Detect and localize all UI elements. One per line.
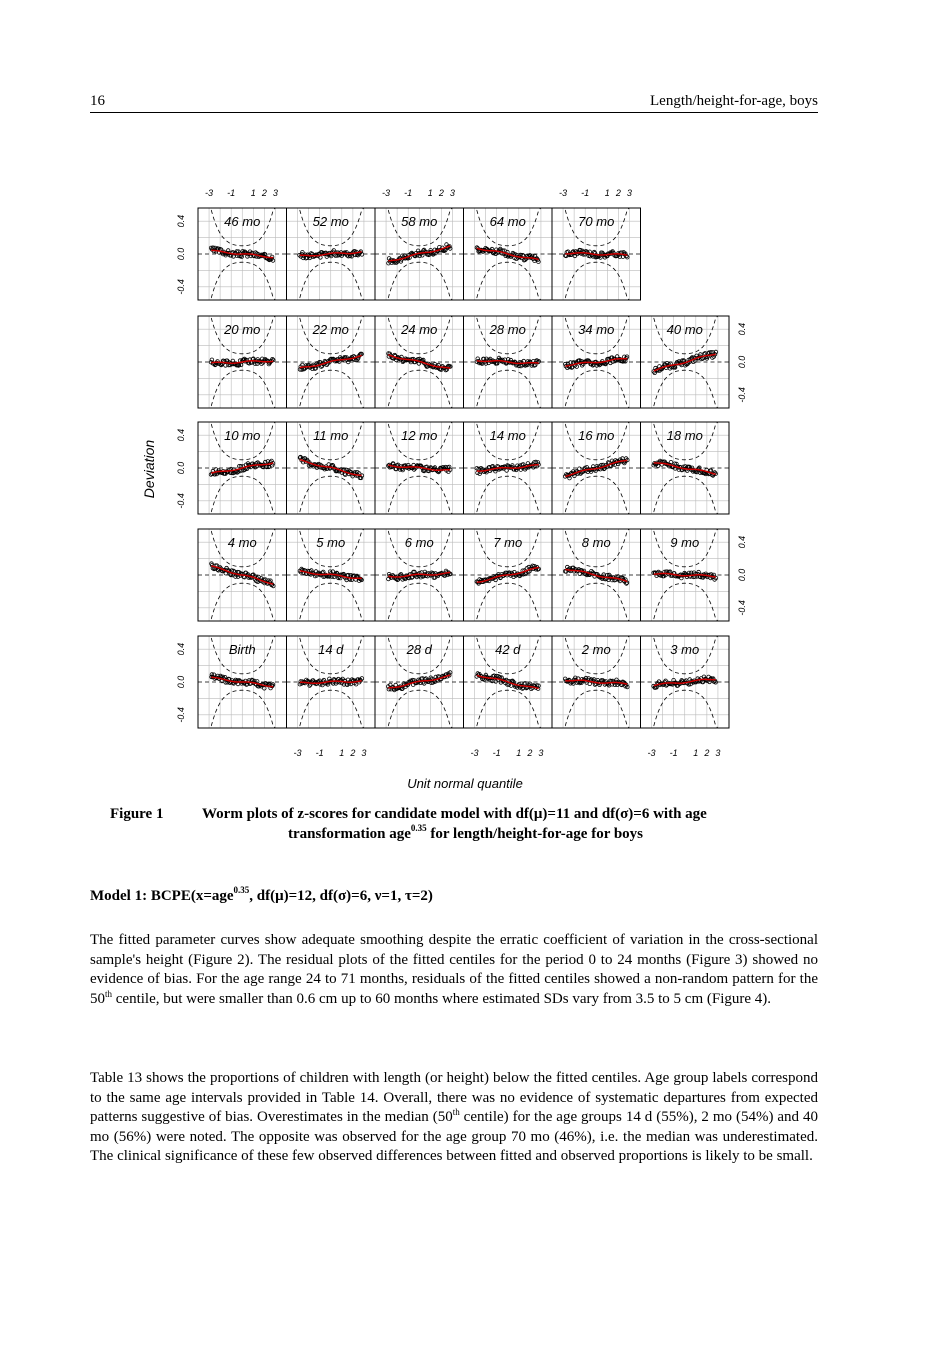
- y-tick-label-left: -0.4: [176, 493, 186, 509]
- panel-label: 4 mo: [227, 535, 257, 550]
- x-tick-label-top: -3: [205, 188, 214, 198]
- panel-46-mo-point: [240, 255, 244, 259]
- x-tick-label-bottom: -1: [669, 748, 678, 758]
- x-tick-label-bottom: 3: [715, 748, 721, 758]
- x-tick-label-top: 1: [427, 188, 433, 198]
- x-tick-label-top: 1: [250, 188, 256, 198]
- y-tick-label-left: -0.4: [176, 279, 186, 295]
- x-tick-label-bottom: 1: [693, 748, 699, 758]
- x-tick-label-bottom: 1: [339, 748, 345, 758]
- panel-label: 9 mo: [670, 535, 700, 550]
- panel-label: 24 mo: [401, 322, 438, 337]
- panel-label: Birth: [228, 642, 256, 657]
- model-heading: Model 1: BCPE(x=age$^{0.35}$, df(μ)=12, df(σ)=6, ν=1, τ=2): [90, 885, 433, 904]
- y-axis-label: Deviation: [141, 439, 157, 499]
- panel-label: 52 mo: [312, 214, 349, 229]
- caption-line-1: Worm plots of z-scores for candidate model with df(μ)=11 and df(σ)=6 with age: [202, 806, 707, 822]
- x-tick-label-top: 2: [615, 188, 621, 198]
- panel-16-mo-point: [568, 476, 572, 480]
- y-tick-label-right: 0.4: [737, 322, 747, 336]
- x-axis-label: Unit normal quantile: [407, 776, 523, 791]
- panel-label: 14 d: [318, 642, 344, 657]
- panel-label: 12 mo: [401, 428, 438, 443]
- x-tick-label-top: -1: [404, 188, 413, 198]
- panel-label: 34 mo: [578, 322, 615, 337]
- x-tick-label-top: -1: [227, 188, 236, 198]
- x-tick-label-bottom: -3: [293, 748, 302, 758]
- panel-label: 22 mo: [312, 322, 349, 337]
- panel-label: 42 d: [495, 642, 521, 657]
- page-header: [90, 92, 818, 113]
- panel-label: 11 mo: [313, 428, 349, 443]
- panel-label: 46 mo: [224, 214, 261, 229]
- running-title: Length/height-for-age, boys: [650, 93, 818, 109]
- x-tick-label-top: -1: [581, 188, 590, 198]
- panel-label: 40 mo: [666, 322, 703, 337]
- y-tick-label-right: 0.0: [737, 568, 747, 582]
- panel-label: 64 mo: [489, 214, 526, 229]
- panel-label: 20 mo: [224, 322, 261, 337]
- x-tick-label-bottom: -3: [470, 748, 479, 758]
- y-tick-label-left: 0.4: [176, 642, 186, 656]
- figure-label: Figure 1: [110, 806, 164, 822]
- caption-line-2: transformation age$^{0.35}$ for length/height-for-age for boys: [288, 823, 644, 842]
- panel-label: 28 mo: [489, 322, 526, 337]
- panel-label: 10 mo: [224, 428, 261, 443]
- panel-16-mo-point: [578, 467, 582, 471]
- x-tick-label-top: 3: [449, 188, 455, 198]
- y-tick-label-right: -0.4: [737, 600, 747, 616]
- x-tick-label-bottom: 3: [361, 748, 367, 758]
- y-tick-label-left: 0.4: [176, 214, 186, 228]
- panel-label: 5 mo: [316, 535, 346, 550]
- paragraph-1: The fitted parameter curves show adequate smoothing despite the erratic coefficient of variation in the cross-sectional sample's height (Figure 2). The residual plots of the fitted centiles for the period 0 to 24 months (Figure 3) showed no evidence of bias. For the age range 24 to 71 months, residuals of the fitted centiles showed a non-random pattern for the 50th centile, but were smaller than 0.6 cm up to 60 months where estimated SDs vary from 3.5 to 5 cm (Figure 4).: [90, 932, 818, 1007]
- panel-label: 2 mo: [581, 642, 611, 657]
- y-tick-label-left: 0.4: [176, 428, 186, 442]
- panel-label: 16 mo: [578, 428, 615, 443]
- panel-label: 70 mo: [578, 214, 615, 229]
- y-tick-label-right: 0.4: [737, 535, 747, 549]
- x-tick-label-bottom: 2: [704, 748, 710, 758]
- panel-label: 18 mo: [666, 428, 703, 443]
- panel-label: 14 mo: [489, 428, 526, 443]
- panel-label: 28 d: [406, 642, 432, 657]
- y-tick-label-left: 0.0: [176, 461, 186, 475]
- x-tick-label-bottom: 2: [350, 748, 356, 758]
- page-number: 16: [90, 93, 105, 109]
- x-tick-label-bottom: -1: [492, 748, 501, 758]
- x-tick-label-top: 2: [261, 188, 267, 198]
- y-tick-label-left: 0.0: [176, 247, 186, 261]
- x-tick-label-top: -3: [382, 188, 391, 198]
- x-tick-label-bottom: -3: [647, 748, 656, 758]
- x-tick-label-top: 2: [438, 188, 444, 198]
- x-tick-label-top: 1: [604, 188, 610, 198]
- y-tick-label-left: -0.4: [176, 707, 186, 723]
- x-tick-label-bottom: 2: [527, 748, 533, 758]
- x-tick-label-top: 3: [272, 188, 278, 198]
- x-tick-label-top: 3: [626, 188, 632, 198]
- y-tick-label-left: 0.0: [176, 675, 186, 689]
- panel-label: 8 mo: [581, 535, 611, 550]
- panel-label: 3 mo: [670, 642, 700, 657]
- panel-20-mo-point: [210, 358, 214, 362]
- x-tick-label-bottom: 3: [538, 748, 544, 758]
- panel-label: 58 mo: [401, 214, 438, 229]
- x-tick-label-top: -3: [559, 188, 568, 198]
- worm-plot-figure: [140, 182, 760, 797]
- y-tick-label-right: 0.0: [737, 355, 747, 369]
- paragraph-2: Table 13 shows the proportions of children with length (or height) below the fitted centiles. Age group labels correspond to the same age intervals provided in Table 14. Overall, there was no evidence of systematic departures from expected patterns suggestive of bias. Overestimates in the median (50th centile) for the age groups 14 d (55%), 2 mo (54%) and 40 mo (56%) were noted. The opposite was observed for the age group 70 mo (46%), i.e. the median was underestimated. The clinical significance of these few observed differences between fitted and observed proportions is likely to be small.: [90, 1070, 818, 1165]
- panel-label: 7 mo: [493, 535, 523, 550]
- x-tick-label-bottom: -1: [315, 748, 324, 758]
- x-tick-label-bottom: 1: [516, 748, 522, 758]
- panel-label: 6 mo: [404, 535, 434, 550]
- y-tick-label-right: -0.4: [737, 387, 747, 403]
